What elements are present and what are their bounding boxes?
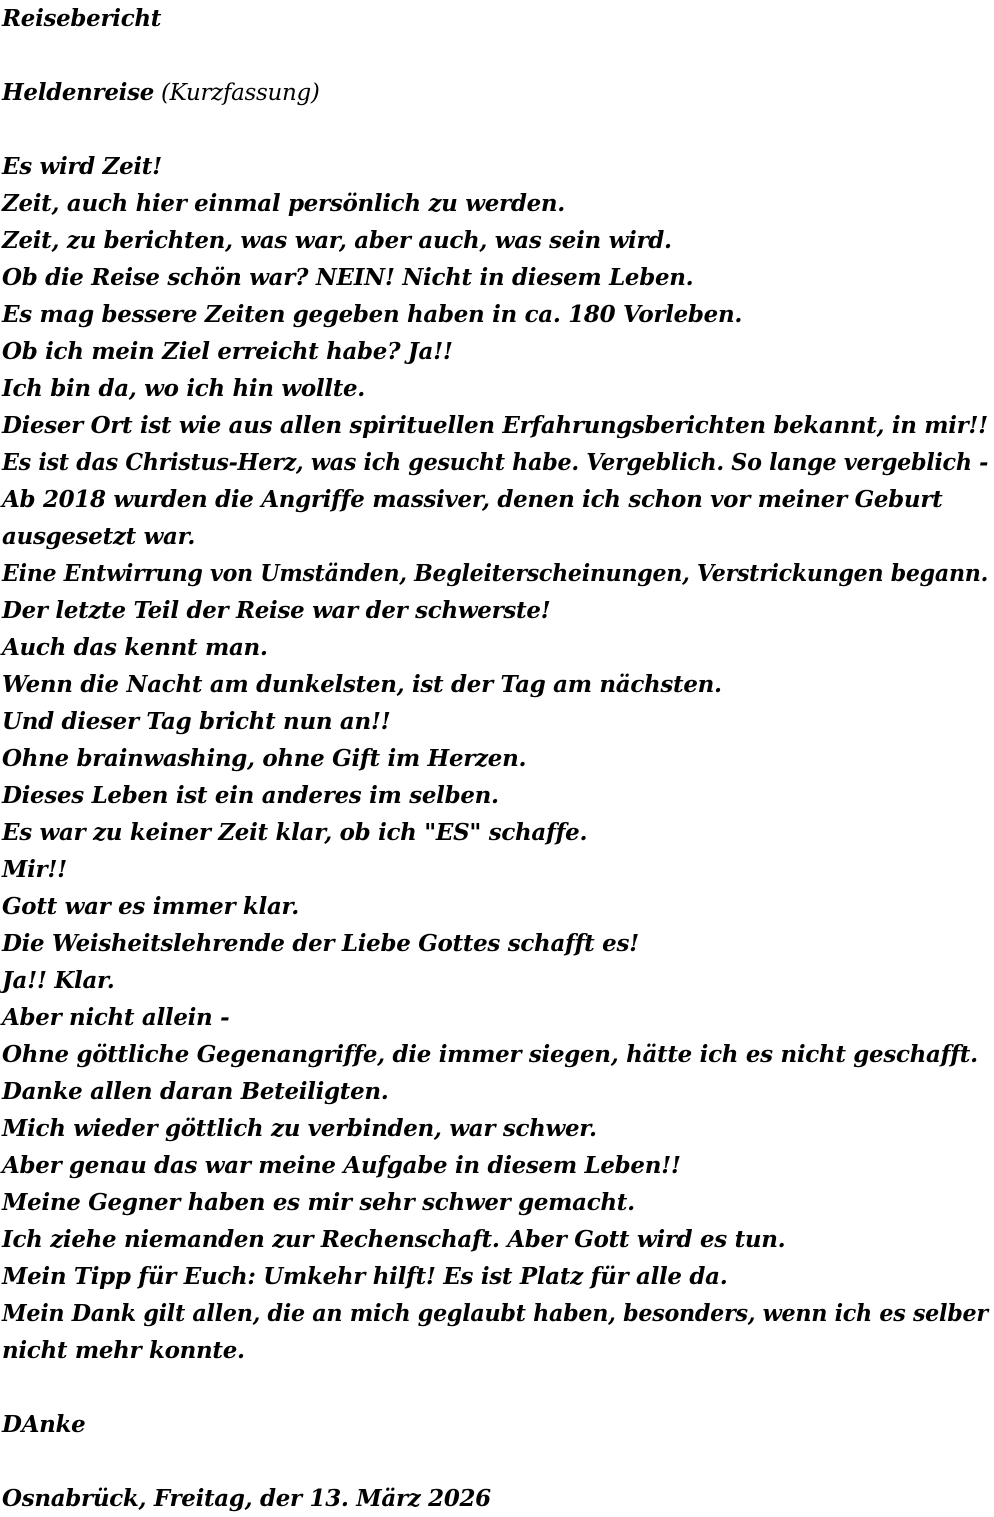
body-line: Ob die Reise schön war? NEIN! Nicht in diesem Leben. bbox=[2, 264, 694, 291]
body-line: Dieser Ort ist wie aus allen spirituellen Erfahrungsberichten bekannt, in mir!! bbox=[2, 412, 988, 439]
body-line: Mich wieder göttlich zu verbinden, war schwer. bbox=[2, 1115, 597, 1142]
body-line: ausgesetzt war. bbox=[2, 523, 196, 550]
body-line: Ohne göttliche Gegenangriffe, die immer siegen, hätte ich es nicht geschafft. bbox=[2, 1041, 978, 1068]
body-line: Eine Entwirrung von Umständen, Begleiterscheinungen, Verstrickungen begann. bbox=[2, 560, 988, 587]
body-line: Ob ich mein Ziel erreicht habe? Ja!! bbox=[2, 338, 453, 365]
body-line: Aber nicht allein - bbox=[2, 1004, 230, 1031]
closing-signature: DAnke bbox=[2, 1411, 86, 1438]
body-line: Meine Gegner haben es mir sehr schwer gemacht. bbox=[2, 1189, 635, 1216]
body-line: Zeit, auch hier einmal persönlich zu werden. bbox=[2, 190, 565, 217]
document-page bbox=[2, 0, 990, 1517]
spacer bbox=[2, 1443, 990, 1480]
body-line: Und dieser Tag bricht nun an!! bbox=[2, 708, 391, 735]
document-body bbox=[2, 148, 990, 1369]
body-line: Ohne brainwashing, ohne Gift im Herzen. bbox=[2, 745, 527, 772]
body-line: Ab 2018 wurden die Angriffe massiver, denen ich schon vor meiner Geburt bbox=[2, 486, 943, 513]
body-line: Dieses Leben ist ein anderes im selben. bbox=[2, 782, 499, 809]
body-line: nicht mehr konnte. bbox=[2, 1337, 245, 1364]
body-line: Es wird Zeit! bbox=[2, 153, 162, 180]
body-line: Aber genau das war meine Aufgabe in diesem Leben!! bbox=[2, 1152, 681, 1179]
spacer bbox=[2, 1369, 990, 1406]
document-header: Reisebericht bbox=[2, 5, 162, 32]
spacer bbox=[2, 111, 990, 148]
body-line: Ich ziehe niemanden zur Rechenschaft. Aber Gott wird es tun. bbox=[2, 1226, 786, 1253]
body-line: Es mag bessere Zeiten gegeben haben in ca. 180 Vorleben. bbox=[2, 301, 743, 328]
body-line: Die Weisheitslehrende der Liebe Gottes schafft es! bbox=[2, 930, 639, 957]
body-line: Wenn die Nacht am dunkelsten, ist der Tag am nächsten. bbox=[2, 671, 722, 698]
body-line: Ich bin da, wo ich hin wollte. bbox=[2, 375, 365, 402]
place-date: Osnabrück, Freitag, der 13. März 2026 bbox=[2, 1485, 491, 1512]
body-line: Danke allen daran Beteiligten. bbox=[2, 1078, 389, 1105]
document-subtitle bbox=[2, 74, 988, 111]
spacer bbox=[2, 37, 990, 74]
body-line: Gott war es immer klar. bbox=[2, 893, 299, 920]
body-line: Mir!! bbox=[2, 856, 67, 883]
body-line: Ja!! Klar. bbox=[2, 967, 115, 994]
body-line: Mein Dank gilt allen, die an mich geglaubt haben, besonders, wenn ich es selber bbox=[2, 1300, 988, 1327]
body-line: Es ist das Christus-Herz, was ich gesucht habe. Vergeblich. So lange vergeblich - bbox=[2, 449, 989, 476]
subtitle-rest: (Kurzfassung) bbox=[154, 80, 320, 106]
body-line: Es war zu keiner Zeit klar, ob ich "ES" schaffe. bbox=[2, 819, 588, 846]
body-line: Zeit, zu berichten, was war, aber auch, was sein wird. bbox=[2, 227, 672, 254]
body-line: Mein Tipp für Euch: Umkehr hilft! Es ist Platz für alle da. bbox=[2, 1263, 728, 1290]
body-line: Der letzte Teil der Reise war der schwerste! bbox=[2, 597, 551, 624]
body-line: Auch das kennt man. bbox=[2, 634, 268, 661]
subtitle-bold: Heldenreise bbox=[2, 79, 155, 106]
